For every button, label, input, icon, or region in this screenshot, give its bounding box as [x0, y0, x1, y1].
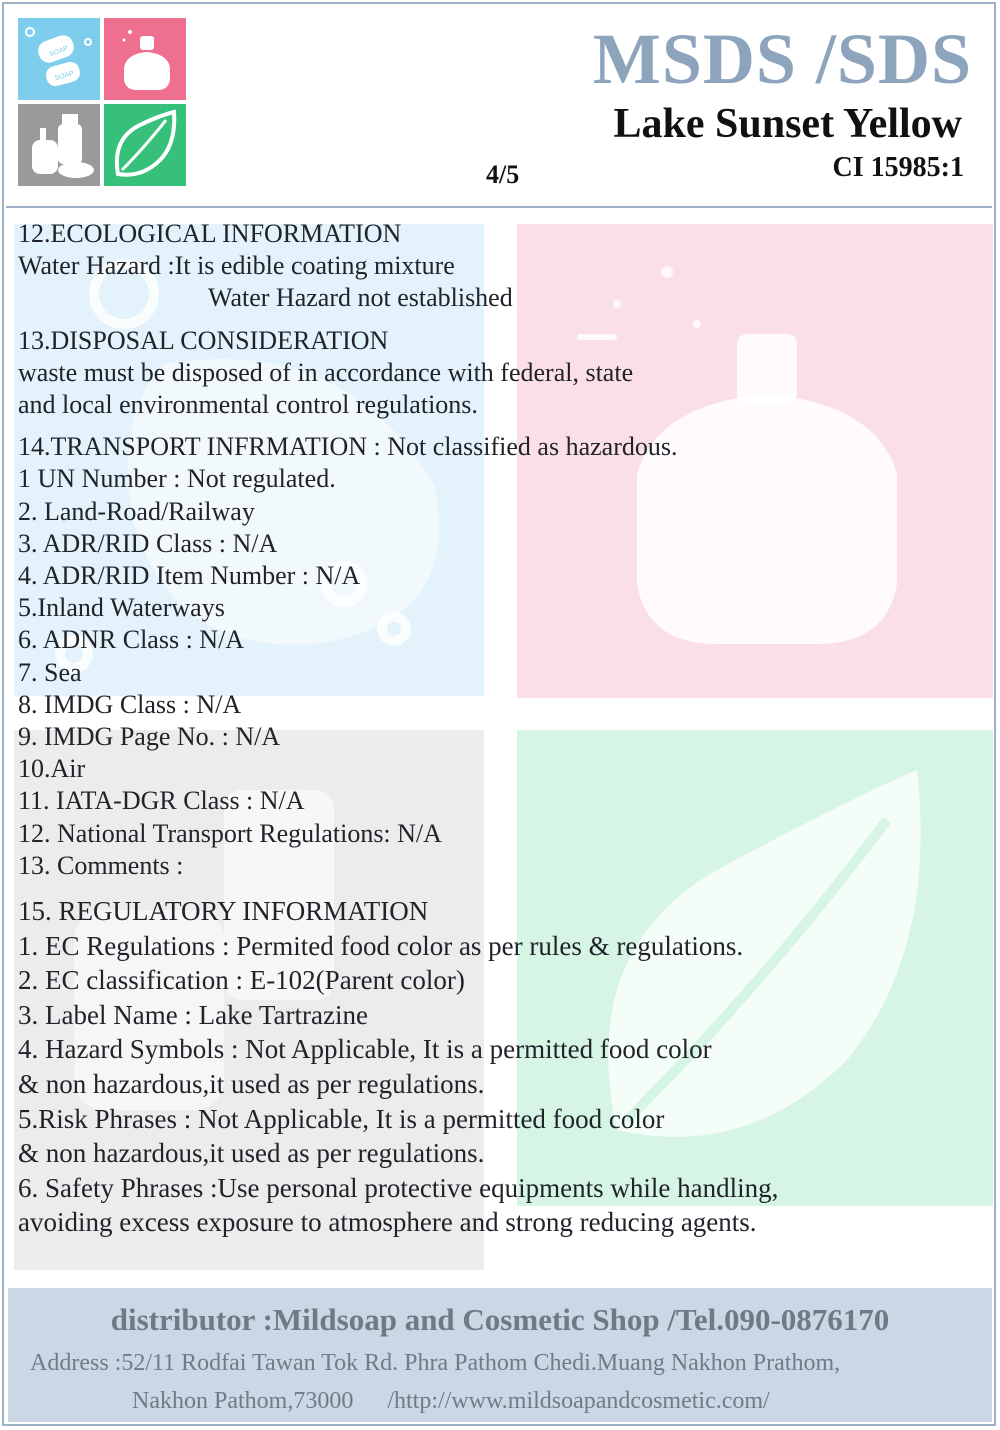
cosmetic-bottles-icon [18, 104, 100, 186]
address-line-1: Address :52/11 Rodfai Tawan Tok Rd. Phra Pathom Chedi.Muang Nakhon Prathom, [30, 1350, 841, 1376]
list-item: 7. Sea [18, 657, 82, 687]
text-line: waste must be disposed of in accordance with federal, state [18, 357, 634, 387]
list-item: 4. Hazard Symbols : Not Applicable, It is a permitted food color [18, 1034, 712, 1065]
list-item: 11. IATA-DGR Class : N/A [18, 786, 305, 816]
list-item: 4. ADR/RID Item Number : N/A [18, 561, 361, 591]
list-item: 5.Inland Waterways [18, 593, 225, 623]
text-line: Water Hazard not established [208, 283, 513, 313]
website-link[interactable]: /http://www.mildsoapandcosmetic.com/ [387, 1388, 770, 1414]
address-line-2 [132, 1388, 770, 1415]
text-line: Water Hazard :It is edible coating mixture [18, 251, 455, 281]
section-regulatory [18, 894, 978, 1240]
list-item: 12. National Transport Regulations: N/A [18, 818, 442, 848]
section-ecological [18, 218, 978, 315]
section-heading: 14.TRANSPORT INFRMATION : Not classified as hazardous. [18, 432, 678, 462]
list-item: avoiding excess exposure to atmosphere and strong reducing agents. [18, 1207, 757, 1238]
spray-bottle-icon [104, 18, 186, 100]
list-item: & non hazardous,it used as per regulations. [18, 1138, 485, 1169]
list-item: 13. Comments : [18, 850, 184, 880]
header-divider [6, 206, 992, 208]
list-item: 6. Safety Phrases :Use personal protective equipments while handling, [18, 1172, 779, 1203]
distributor-info: distributor :Mildsoap and Cosmetic Shop /Tel.090-0876170 [110, 1302, 890, 1337]
text-line: and local environmental control regulations. [18, 390, 478, 420]
document-title: MSDS /SDS [592, 19, 972, 99]
section-disposal [18, 325, 978, 422]
soap-icon [18, 18, 100, 100]
product-name: Lake Sunset Yellow [613, 101, 962, 147]
list-item: 9. IMDG Page No. : N/A [18, 722, 281, 752]
section-heading: 13.DISPOSAL CONSIDERATION [18, 325, 389, 355]
list-item: 2. EC classification : E-102(Parent color) [18, 965, 465, 996]
leaf-icon [104, 104, 186, 186]
svg-text:SOAP: SOAP [54, 70, 75, 83]
svg-text:SOAP: SOAP [48, 45, 70, 59]
footer [8, 1288, 992, 1422]
list-item: 1. EC Regulations : Permited food color as per rules & regulations. [18, 930, 744, 961]
list-item: 2. Land-Road/Railway [18, 496, 255, 526]
list-item: 1 UN Number : Not regulated. [18, 464, 336, 494]
list-item: & non hazardous,it used as per regulations. [18, 1069, 485, 1100]
list-item: 5.Risk Phrases : Not Applicable, It is a permitted food color [18, 1103, 665, 1134]
section-transport [18, 431, 978, 882]
address-postal: Nakhon Pathom,73000 [132, 1388, 354, 1414]
ci-number: CI 15985:1 [832, 152, 964, 183]
list-item: 3. ADR/RID Class : N/A [18, 528, 278, 558]
list-item: 8. IMDG Class : N/A [18, 689, 242, 719]
section-heading: 15. REGULATORY INFORMATION [18, 896, 429, 927]
list-item: 10.Air [18, 754, 86, 784]
list-item: 6. ADNR Class : N/A [18, 625, 245, 655]
document-body [18, 218, 978, 1240]
page-number: 4/5 [486, 160, 520, 189]
section-heading: 12.ECOLOGICAL INFORMATION [18, 219, 402, 248]
list-item: 3. Label Name : Lake Tartrazine [18, 999, 368, 1030]
